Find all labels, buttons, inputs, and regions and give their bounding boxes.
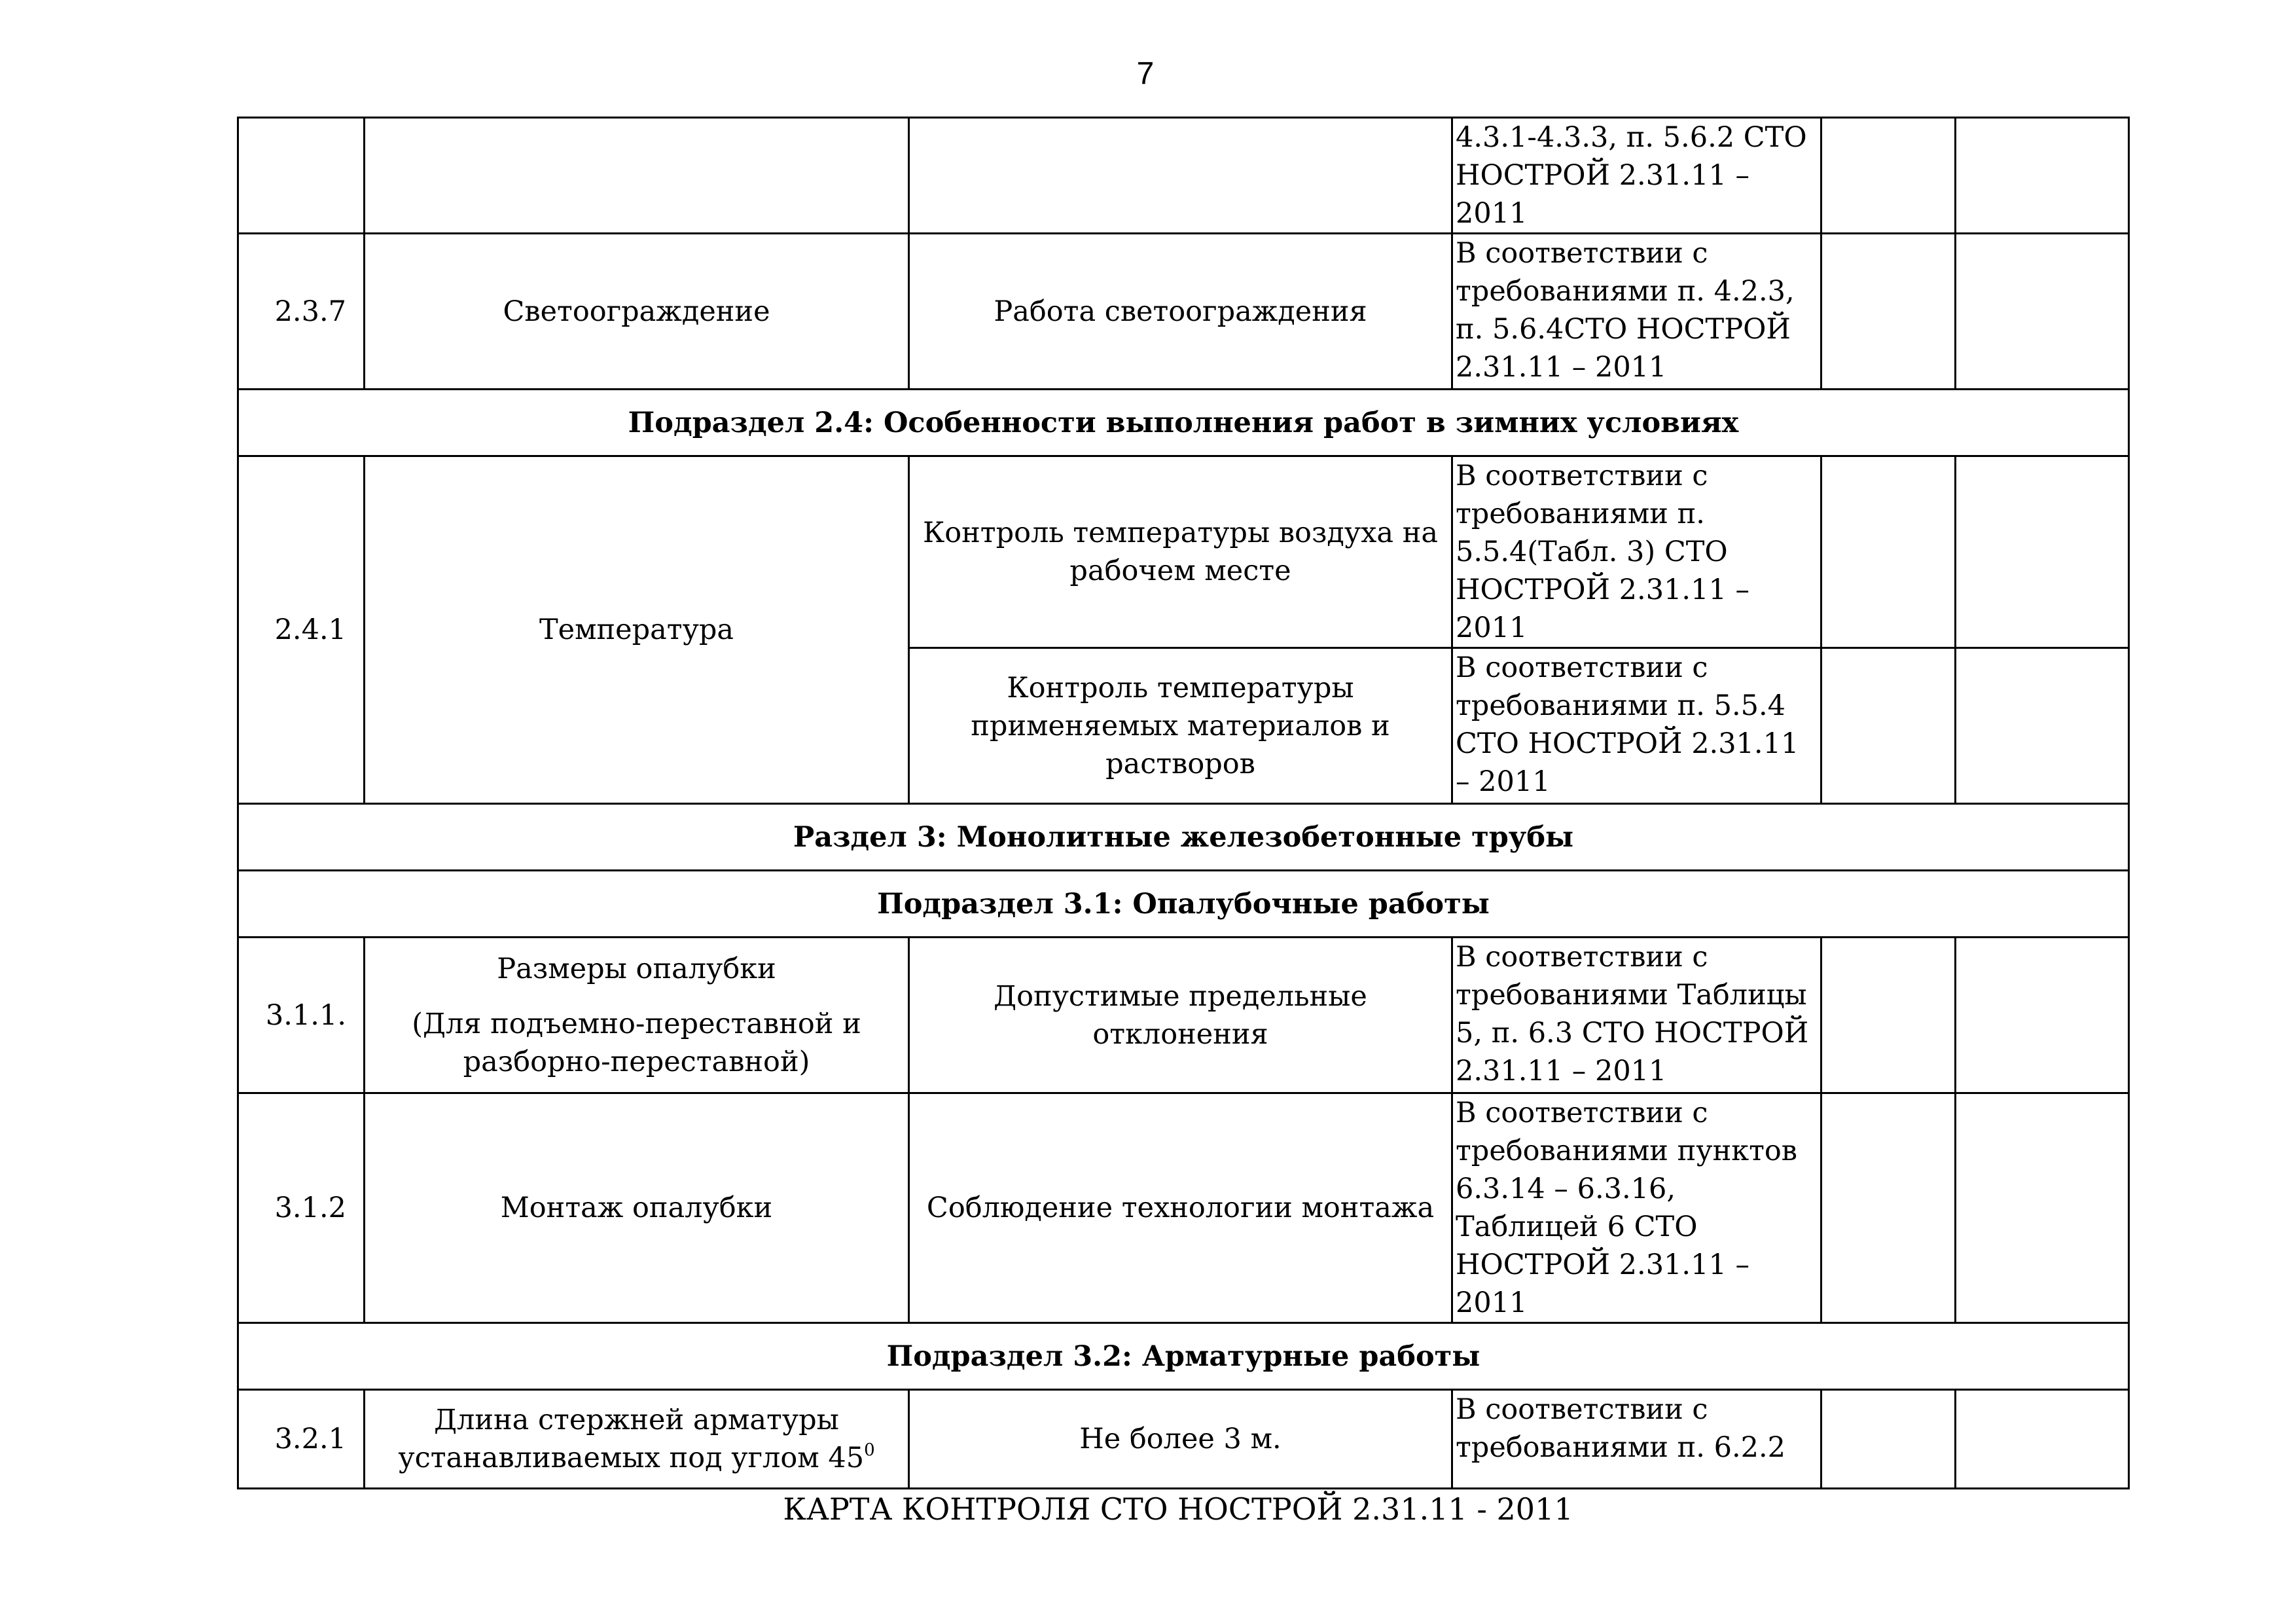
requirement-cell: В соответствии с требованиями п. 4.2.3, п. 5.6.4СТО НОСТРОЙ 2.31.11 – 2011 [1452,234,1821,390]
item-name-cell [365,1390,909,1489]
param-cell [909,118,1452,234]
empty-cell [1821,1093,1956,1323]
requirement-cell: В соответствии с требованиями Таблицы 5, п. 6.3 СТО НОСТРОЙ 2.31.11 – 2011 [1452,938,1821,1093]
requirement-cell: 4.3.1-4.3.3, п. 5.6.2 СТО НОСТРОЙ 2.31.11 – 2011 [1452,118,1821,234]
empty-cell [1956,234,2129,390]
table-row [238,938,2129,1093]
subsection-title: Подраздел 3.1: Опалубочные работы [238,871,2129,938]
num-cell [238,118,365,234]
empty-cell [1821,1390,1956,1489]
item-parameter: Допустимые предельные отклонения [909,938,1452,1093]
requirement-cell: В соответствии с требованиями п. 5.5.4 СТО НОСТРОЙ 2.31.11 – 2011 [1452,648,1821,804]
item-name: Светоограждение [365,234,909,390]
item-name-cell [365,938,909,1093]
empty-cell [1956,456,2129,648]
item-number: 2.3.7 [238,234,365,390]
subsection-row [238,390,2129,456]
name-cell [365,118,909,234]
requirement-cell: В соответствии с требованиями п. 5.5.4(Табл. 3) СТО НОСТРОЙ 2.31.11 – 2011 [1452,456,1821,648]
empty-cell [1821,118,1956,234]
item-parameter: Не более 3 м. [909,1390,1452,1489]
subsection-row [238,1323,2129,1390]
page-footer: КАРТА КОНТРОЛЯ СТО НОСТРОЙ 2.31.11 - 2011 [783,1491,1573,1527]
item-parameter: Соблюдение технологии монтажа [909,1093,1452,1323]
empty-cell [1956,1093,2129,1323]
empty-cell [1956,648,2129,804]
item-number: 2.4.1 [238,456,365,804]
item-parameter: Работа светоограждения [909,234,1452,390]
table-row [238,118,2129,234]
item-name: Размеры опалубки [497,952,776,985]
item-parameter: Контроль температуры воздуха на рабочем месте [909,456,1452,648]
empty-cell [1956,938,2129,1093]
requirement-cell: В соответствии с требованиями пунктов 6.3.14 – 6.3.16, Таблицей 6 СТО НОСТРОЙ 2.31.11 – 2011 [1452,1093,1821,1323]
control-map-table [237,117,2130,1489]
item-name: Температура [365,456,909,804]
item-name: Длина стержней арматуры устанавливаемых под углом 45 [398,1404,865,1474]
item-parameter: Контроль температуры применяемых материалов и растворов [909,648,1452,804]
item-name: Монтаж опалубки [365,1093,909,1323]
subsection-title: Подраздел 3.2: Арматурные работы [238,1323,2129,1390]
empty-cell [1821,234,1956,390]
item-number: 3.1.2 [238,1093,365,1323]
degree-superscript: 0 [864,1440,875,1460]
table-row [238,234,2129,390]
empty-cell [1956,118,2129,234]
table-row [238,1093,2129,1323]
item-number: 3.2.1 [238,1390,365,1489]
item-note: (Для подъемно-переставной и разборно-переставной) [412,1007,861,1078]
item-number: 3.1.1. [238,938,365,1093]
empty-cell [1821,648,1956,804]
empty-cell [1956,1390,2129,1489]
subsection-row [238,871,2129,938]
subsection-title: Подраздел 2.4: Особенности выполнения работ в зимних условиях [238,390,2129,456]
table-row [238,456,2129,648]
section-row [238,804,2129,871]
empty-cell [1821,938,1956,1093]
empty-cell [1821,456,1956,648]
section-title: Раздел 3: Монолитные железобетонные трубы [238,804,2129,871]
requirement-cell: В соответствии с требованиями п. 6.2.2 [1452,1390,1821,1489]
table-row [238,1390,2129,1489]
page-number: 7 [1136,56,1155,91]
